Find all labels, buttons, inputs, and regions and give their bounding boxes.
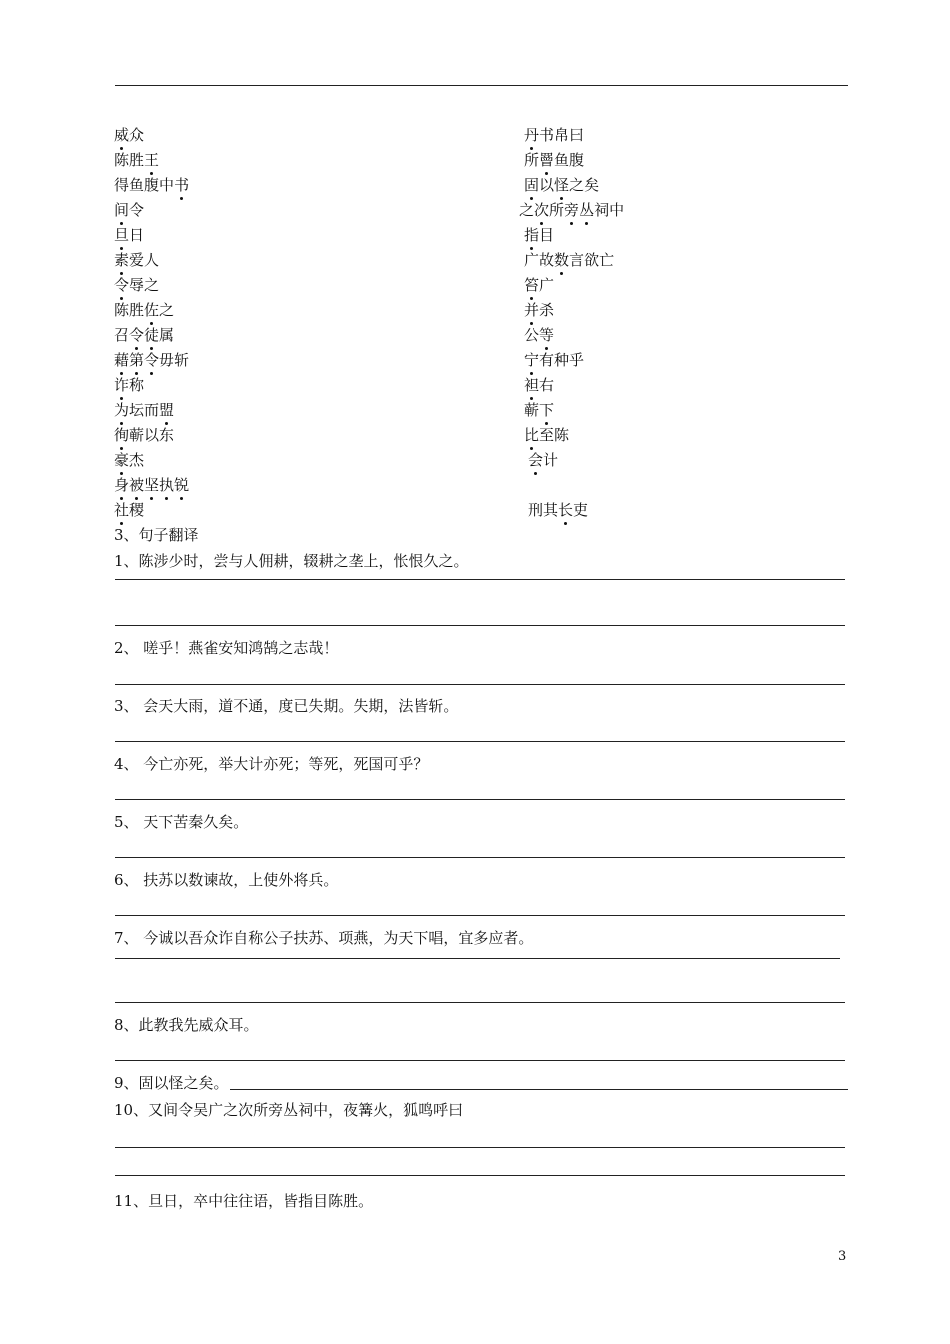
vocab-term-left: 间令 xyxy=(114,201,145,219)
vocab-row xyxy=(0,274,950,299)
vocab-row xyxy=(0,324,950,349)
vocab-term-left: 素爱人 xyxy=(114,251,160,269)
vocab-term-left: 藉第令毋斩 xyxy=(114,351,190,369)
answer-line xyxy=(115,741,845,742)
vocab-term-right: 宁有种乎 xyxy=(524,351,585,369)
vocab-row xyxy=(0,124,950,149)
sentence-7: 7、 今诚以吾众诈自称公子扶苏、项燕，为天下唱，宜多应者。 xyxy=(114,929,534,947)
vocab-term-right: 刑其长吏 xyxy=(528,501,589,519)
sentence-3: 3、 会天大雨，道不通，度已失期。失期，法皆斩。 xyxy=(114,697,459,715)
vocab-row xyxy=(0,449,950,474)
vocab-row xyxy=(0,199,950,224)
answer-line xyxy=(115,1147,845,1148)
sentence-1: 1、陈涉少时，尝与人佣耕，辍耕之垄上，怅恨久之。 xyxy=(114,552,469,570)
answer-line xyxy=(115,1175,845,1176)
sentence-6: 6、 扶苏以数谏故，上使外将兵。 xyxy=(114,871,339,889)
vocab-term-right: 袒右 xyxy=(524,376,555,394)
vocab-term-left: 陈胜王 xyxy=(114,151,160,169)
sentence-10: 10、又间令吴广之次所旁丛祠中，夜篝火，狐鸣呼曰 xyxy=(114,1101,464,1119)
vocab-term-left: 得鱼腹中书 xyxy=(114,176,190,194)
vocab-term-left: 召令徒属 xyxy=(114,326,175,344)
answer-line xyxy=(230,1089,848,1090)
answer-line xyxy=(115,625,845,626)
vocab-term-right: 所罾鱼腹 xyxy=(524,151,585,169)
vocab-term-right: 固以怪之矣 xyxy=(524,176,600,194)
answer-line xyxy=(115,958,840,959)
answer-line xyxy=(115,684,845,685)
vocab-term-left: 社稷 xyxy=(114,501,145,519)
vocab-term-right: 比至陈 xyxy=(524,426,570,444)
vocab-row xyxy=(0,399,950,424)
vocab-row xyxy=(0,299,950,324)
vocab-row xyxy=(0,424,950,449)
vocab-row xyxy=(0,224,950,249)
answer-line xyxy=(115,1060,845,1061)
sentence-5: 5、 天下苦秦久矣。 xyxy=(114,813,249,831)
vocab-term-left: 身被坚执锐 xyxy=(114,476,190,494)
sentence-4: 4、 今亡亦死，举大计亦死；等死，死国可乎？ xyxy=(114,755,429,773)
answer-line xyxy=(115,579,845,580)
sentence-9: 9、固以怪之矣。 xyxy=(114,1074,229,1092)
vocab-row xyxy=(0,374,950,399)
vocab-row xyxy=(0,174,950,199)
vocab-term-right: 指目 xyxy=(524,226,555,244)
answer-line xyxy=(115,915,845,916)
vocab-row xyxy=(0,499,950,524)
vocab-term-right: 广故数言欲亡 xyxy=(524,251,615,269)
vocab-term-left: 令辱之 xyxy=(114,276,160,294)
vocab-term-right: 并杀 xyxy=(524,301,555,319)
vocab-row xyxy=(0,249,950,274)
vocab-term-right: 会计 xyxy=(528,451,559,469)
vocab-term-right: 公等 xyxy=(524,326,555,344)
vocab-term-right: 笞广 xyxy=(524,276,555,294)
sentence-8: 8、此教我先威众耳。 xyxy=(114,1016,259,1034)
vocab-row xyxy=(0,349,950,374)
answer-line xyxy=(115,1002,845,1003)
answer-line xyxy=(115,857,845,858)
vocab-list xyxy=(0,124,950,524)
header-rule xyxy=(115,85,848,86)
page-number: 3 xyxy=(838,1249,847,1264)
vocab-term-right: 丹书帛曰 xyxy=(524,126,585,144)
vocab-term-left: 旦日 xyxy=(114,226,145,244)
vocab-term-right: 之次所旁丛祠中 xyxy=(519,201,625,219)
vocab-row xyxy=(0,149,950,174)
vocab-term-left: 陈胜佐之 xyxy=(114,301,175,319)
section-title: 3、句子翻译 xyxy=(114,526,199,544)
answer-line xyxy=(115,799,845,800)
vocab-term-left: 为坛而盟 xyxy=(114,401,175,419)
vocab-term-right: 蕲下 xyxy=(524,401,555,419)
vocab-term-left: 诈称 xyxy=(114,376,145,394)
vocab-row xyxy=(0,474,950,499)
vocab-term-left: 豪杰 xyxy=(114,451,145,469)
vocab-term-left: 徇蕲以东 xyxy=(114,426,175,444)
sentence-11: 11、旦日，卒中往往语，皆指目陈胜。 xyxy=(114,1192,374,1210)
vocab-term-left: 威众 xyxy=(114,126,145,144)
sentence-2: 2、 嗟乎！燕雀安知鸿鹄之志哉！ xyxy=(114,639,339,657)
